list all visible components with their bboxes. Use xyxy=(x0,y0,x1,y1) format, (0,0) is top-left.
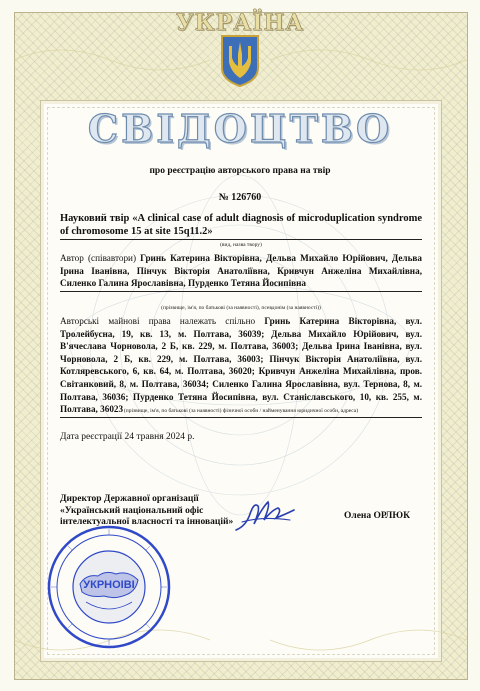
registration-date: Дата реєстрації 24 травня 2024 р. xyxy=(60,432,195,442)
rights-owners-block xyxy=(60,315,422,418)
work-type-label: Науковий твір xyxy=(60,213,130,224)
registration-number: № 126760 xyxy=(218,192,262,203)
certificate-title: СВІДОЦТВО xyxy=(87,106,393,151)
director-signature xyxy=(232,496,298,536)
country-heading: УКРАЇНА xyxy=(175,10,305,36)
work-caption: (вид, назва твору) xyxy=(220,242,262,248)
authors-block xyxy=(60,252,422,292)
director-name: Олена ОРЛЮК xyxy=(344,511,410,521)
authors-caption: (прізвище, ім'я, по батькові (за наявності), псевдонім (за наявності)) xyxy=(161,305,321,311)
seal-center-text: УКРНОІВІ xyxy=(83,579,135,591)
authors-label: Автор (співавтори) xyxy=(60,253,137,263)
rights-owners-label: Авторські майнові права належать спільно xyxy=(60,316,256,326)
work-title xyxy=(60,212,422,240)
rights-owners-details: Гринь Катерина Вікторівна, вул. Тролейбусна, 19, кв. 13, м. Полтава, 36039; Дельва Михайло Юрійович, вул. В'ячеслава Чорновола, 2 Б, кв. 229, м. Полтава, 36003; Дельва Ірина Іванівна, вул. Чорновола, 2 Б, кв. 229, м. Полтава, 36003; Пінчук Вікторія Анатоліївна, вул. Котляревського, 6, кв. 64, м. Полтава, 36020; Кривчун Анжеліна Михайлівна, пров. Світанковий, 8, м. Полтава, 36034; Силенко Галина Ярославівна, вул. Тернова, 8, м. Полтава, 36036; Пурденко Тетяна Йосипівна, вул. Станіславського, 10, кв. 255, м. Полтава, 36023 xyxy=(60,316,423,415)
trident-emblem-icon xyxy=(218,34,262,88)
certificate-subtitle: про реєстрацію авторського права на твір xyxy=(149,166,331,176)
authors-names: Гринь Катерина Вікторівна, Дельва Михайло Юрійович, Дельва Ірина Іванівна, Пінчук Вікторія Анатоліївна, Кривчун Анжеліна Михайлівна, Силенко Галина Ярославівна, Пурденко Тетяна Йосипівна xyxy=(60,253,422,289)
rights-owners-caption: (прізвище, ім'я, по батькові (за наявності) фізичної особи / найменування юридичної особи, адреса) xyxy=(123,408,359,414)
official-seal xyxy=(46,524,172,650)
work-name: «A clinical case of adult diagnosis of microduplication syndrome of chromosome 15 at site 15q11.2» xyxy=(60,213,423,237)
director-title: Директор Державної організації «Український національний офіс інтелектуальної власності та інновацій» xyxy=(60,494,234,527)
